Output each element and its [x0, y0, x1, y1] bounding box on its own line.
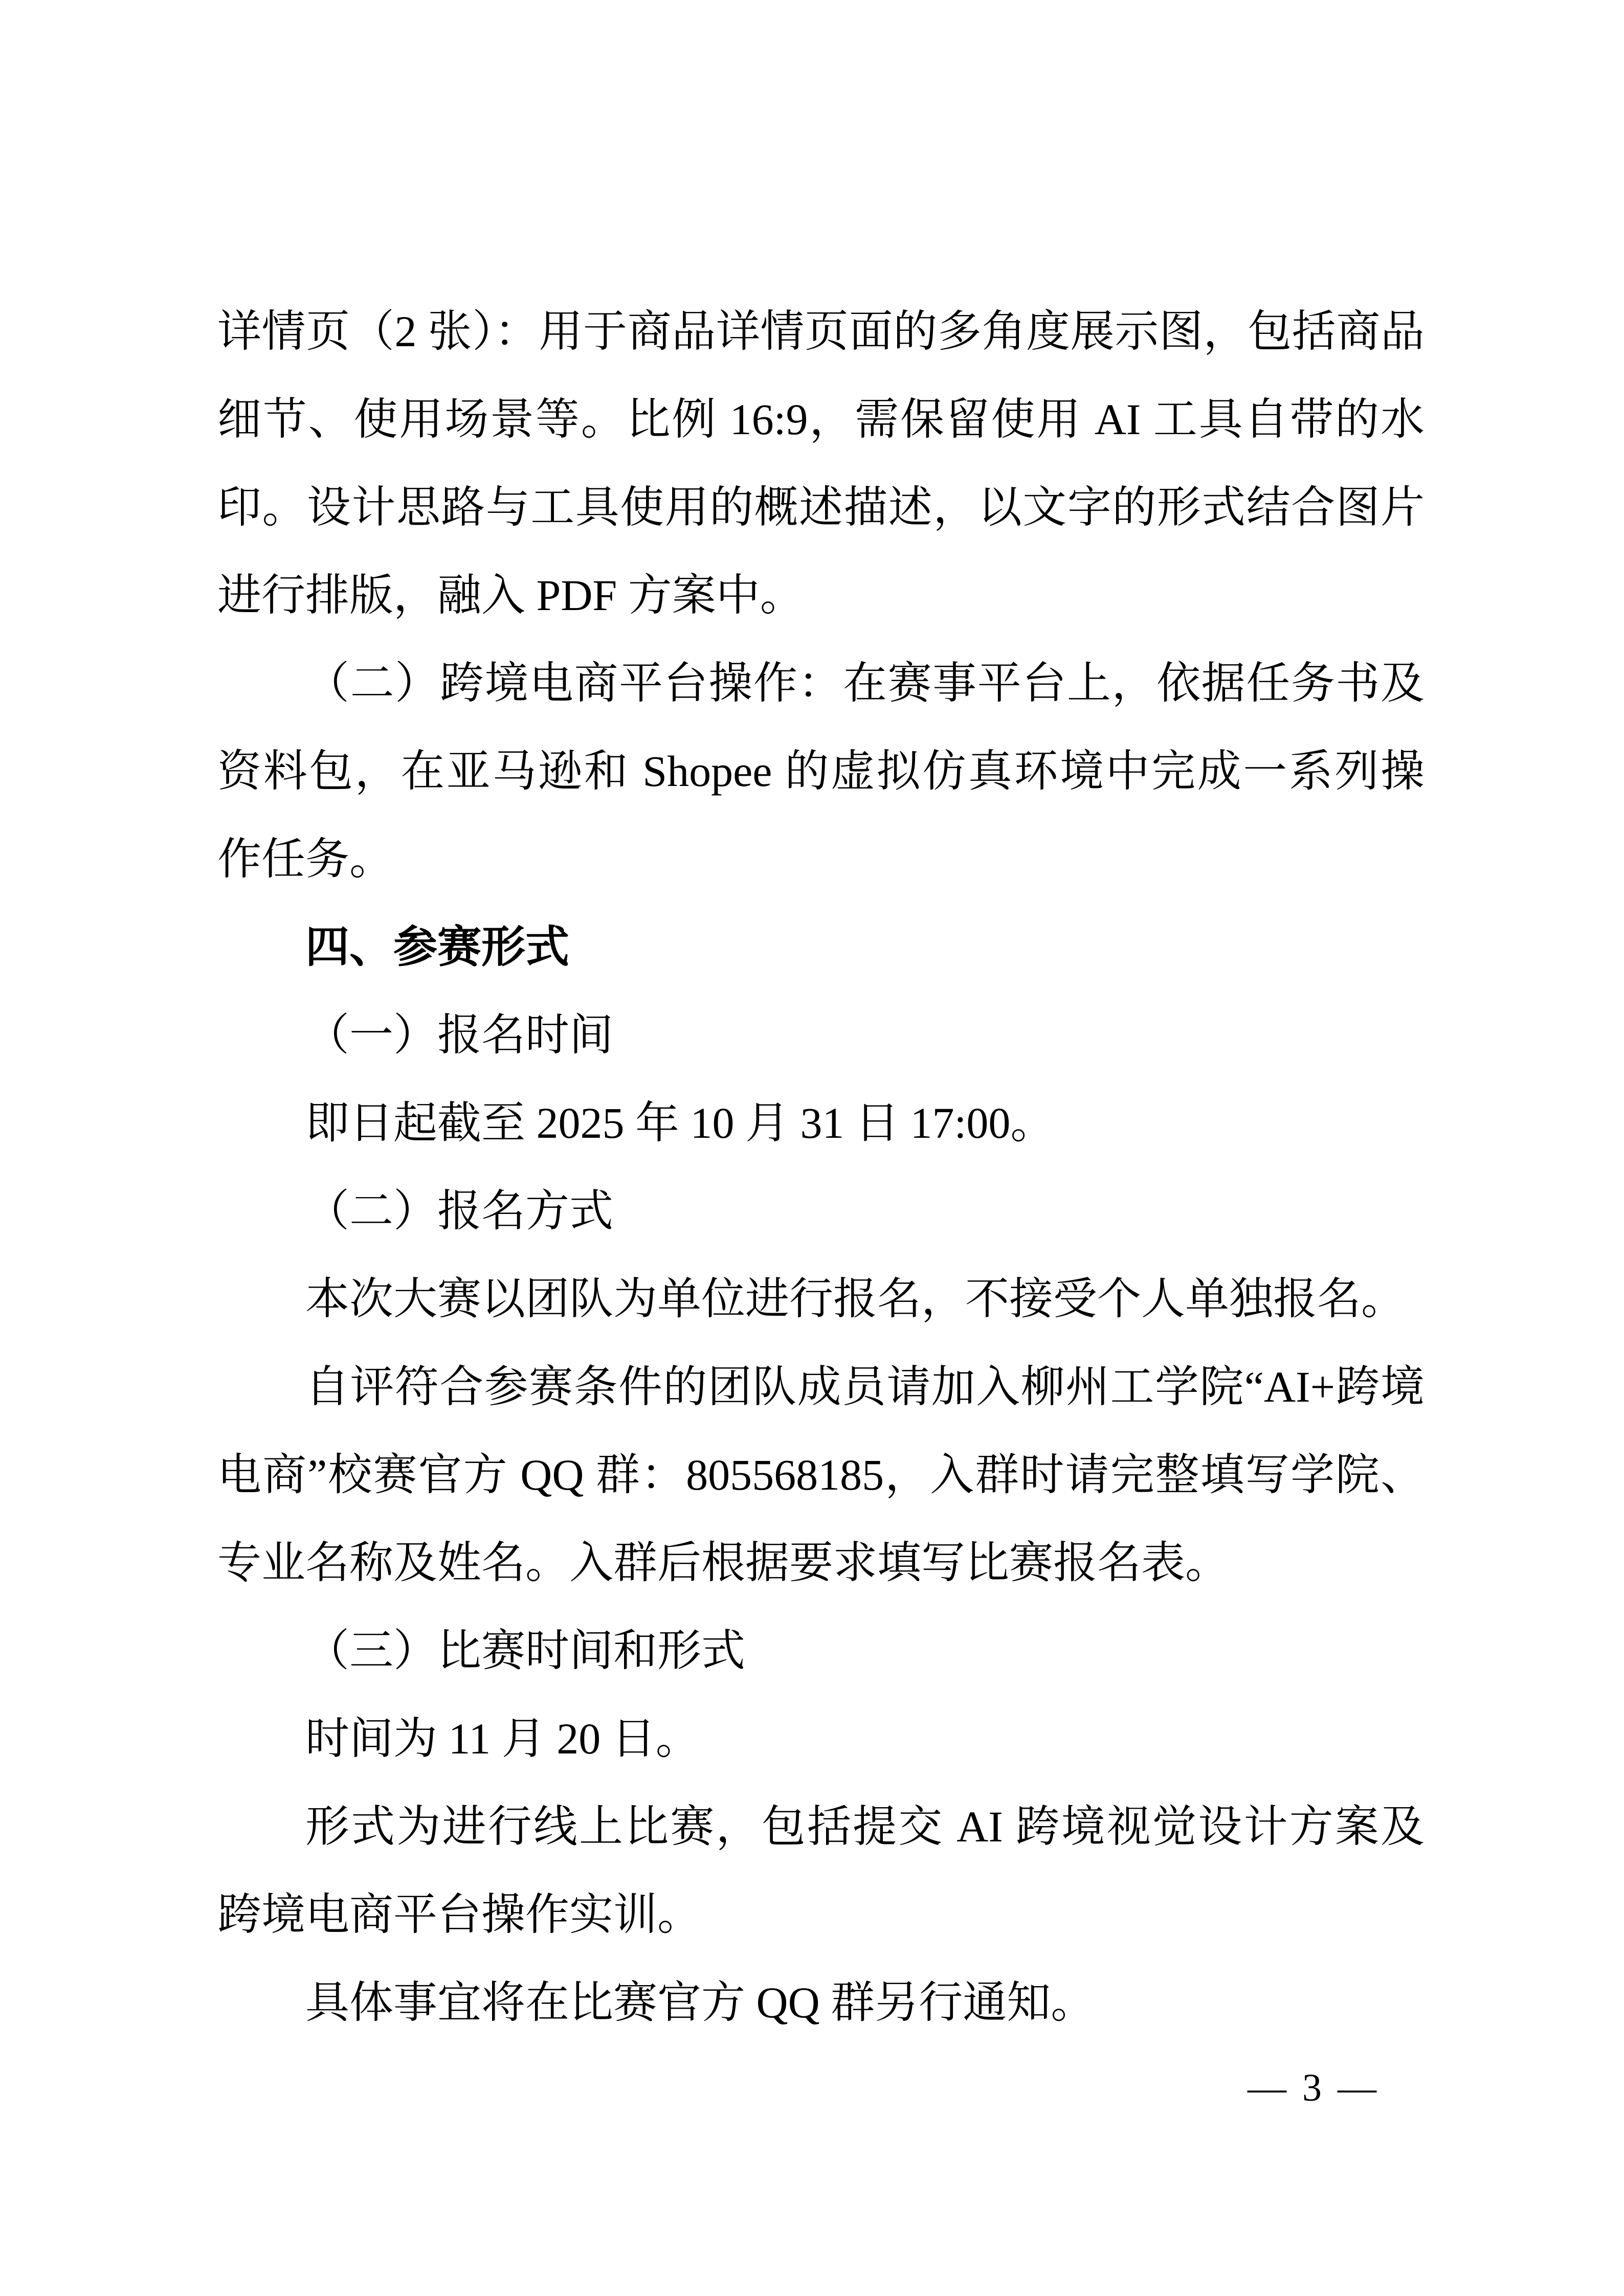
- paragraph-team-registration-rule: 本次大赛以团队为单位进行报名，不接受个人单独报名。: [305, 1274, 1405, 1323]
- paragraph-registration-deadline: 即日起截至 2025 年 10 月 31 日 17:00。: [305, 1098, 1055, 1147]
- document-body: [217, 287, 1425, 2046]
- paragraph-platform-operation: （二）跨境电商平台操作：在赛事平台上，依据任务书及资料包，在亚马逊和 Shopee 的虚拟仿真环境中完成一系列操作任务。: [217, 659, 1425, 884]
- paragraph-online-competition-format: 形式为进行线上比赛，包括提交 AI 跨境视觉设计方案及跨境电商平台操作实训。: [217, 1802, 1425, 1939]
- paragraph-detail-page-requirements: 详情页（2 张）：用于商品详情页面的多角度展示图，包括商品细节、使用场景等。比例 16:9，需保留使用 AI 工具自带的水印。设计思路与工具使用的概述描述，以文字的形式结合图片进行排版，融入 PDF 方案中。: [217, 307, 1425, 620]
- section-heading-participation-format: 四、参赛形式: [305, 922, 569, 972]
- page-number: — 3 —: [1248, 2066, 1380, 2109]
- subheading-registration-time: （一）报名时间: [305, 1010, 613, 1060]
- paragraph-qq-group-join-instructions: 自评符合参赛条件的团队成员请加入柳州工学院“AI+跨境电商”校赛官方 QQ 群：805568185，入群时请完整填写学院、专业名称及姓名。入群后根据要求填写比赛报名表。: [217, 1362, 1425, 1587]
- subheading-registration-method: （二）报名方式: [305, 1186, 613, 1235]
- paragraph-competition-date: 时间为 11 月 20 日。: [305, 1714, 700, 1763]
- paragraph-further-notice: 具体事宜将在比赛官方 QQ 群另行通知。: [305, 1978, 1095, 2027]
- subheading-competition-time-and-format: （三）比赛时间和形式: [305, 1626, 745, 1675]
